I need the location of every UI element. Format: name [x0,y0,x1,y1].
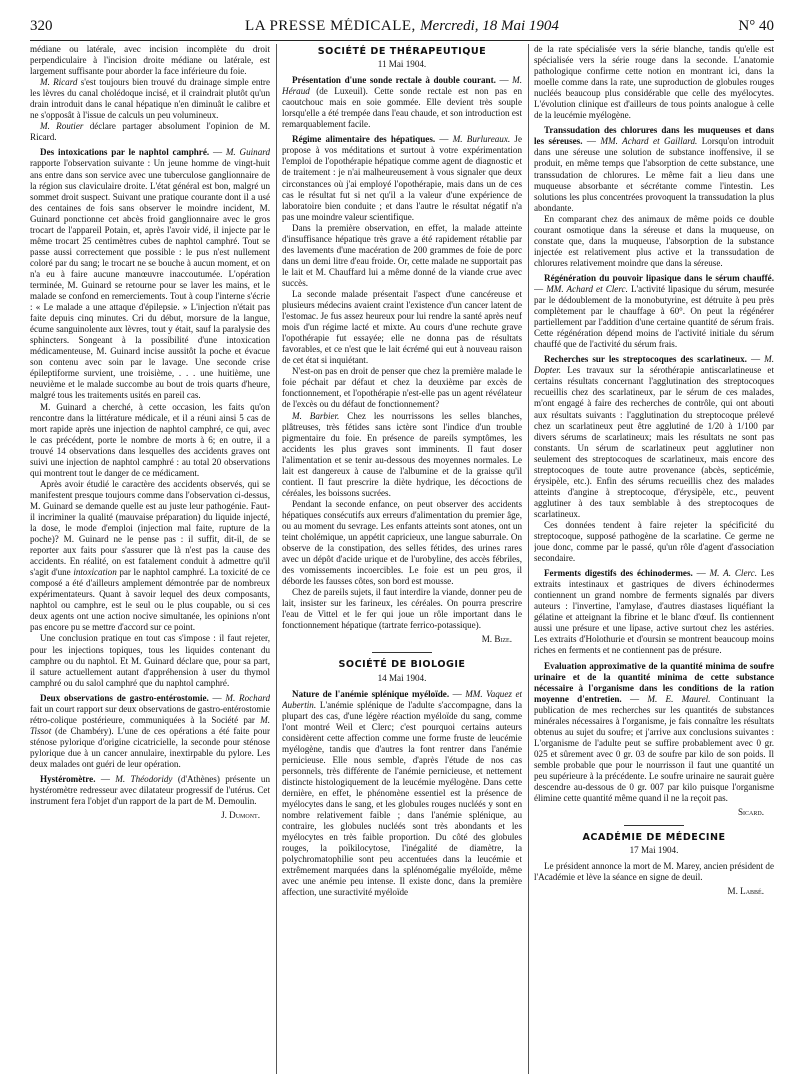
paragraph-text: Lorsqu'on introduit dans une séreuse une solution de substance inoffensive, il se produit, en même temps que l'absorption de cette substance, une transsudation de chlorures. Le même fait a lieu dans une muqueuse absorbante et sécrétante comme l'intestin. Les solutions les plus concentrées provoquent la transsudation la plus abondante. [534,136,774,213]
paragraph-text: Continuant la publication de mes recherches sur les quantités de substances minérales nécessaires à l'organisme, je fais connaître les résultats obtenus au sujet du soufre; et j'arrive aux conclusions suivantes : L'organisme de l'adulte peut se suffire probablement avec 0 gr. 025 et sûrement avec 0 gr. 03 de soufre par kilo de son poids. Il semble probable que pour le nourrisson il faut une quantité un peu supérieure à la précédente. Le soufre urinaire ne saurait guère descendre au-dessous de 0 gr. 007 par kilo puisque l'organisme élimine cette quantité même quand il ne la reçoit pas. [534,693,774,804]
speaker-name: M. Dopter. [534,354,774,376]
article-title: Ferments digestifs des échinodermes. [544,568,693,579]
signature: Sicard. [738,807,764,818]
signature: M. Labbé. [727,886,764,897]
speaker-name: M. A. Clerc. [709,568,758,579]
section-title: SOCIÉTÉ DE BIOLOGIE [338,659,466,671]
paragraph: M. Guinard a cherché, à cette occasion, les faits qu'on rencontre dans la littérature médicale, et il a réuni ainsi 5 cas de mort rapide après une injection de naphtol camphré, ce qui, avec le cas précédent, porte le nombre de morts à 6; en outre, il a trouvé 14 observations dans lesquelles des accidents graves ont suivi une injection de naphtol camphré : au total 20 observations qui montrent tout le danger de ce médicament. [30,401,270,478]
speaker-name: M. E. Maurel. [647,693,711,704]
article: Transsudation des chlorures dans les muqueuses et dans les séreuses. — MM. Achard et Gaillard. Lorsqu'on introduit dans une séreuse une solution de substance inoffensive, il se produit, en même temps que l'absorption de cette substance, une transsudation de chlorures. Le même fait a lieu dans une muqueuse absorbante et sécrétante comme l'intestin. Les solutions les plus concentrées provoquent la transsudation la plus abondante. [534,125,774,213]
article-title: Evaluation approximative de la quantité minima de soufre urinaire et de la quantité minima de cette substance nécessaire à l'organisme dans les conditions de la ration moyenne d'entretien. [534,660,774,704]
signature: J. Dumont. [221,810,260,821]
paragraph: Chez de pareils sujets, il faut interdire la viande, donner peu de lait, insister sur les farineux, les céréales. On pourra prescrire l'eau de Vittel et le fer qui joue un rôle important dans le fonctionnement hépatique (tartrate ferrico-potassique). [282,587,522,631]
speaker-name: M. Théodoridy [115,774,173,785]
section-title: ACADÉMIE DE MÉDECINE [582,832,726,844]
paragraph: En comparant chez des animaux de même poids ce double courant osmotique dans la séreuse et dans la muqueuse, on constate que, dans la muqueuse, l'absorption de la substance injectée est relativement plus active et la transsudation de chlorures relativement moindre que dans la séreuse. [534,213,774,268]
paragraph-text: L'anémie splénique de l'adulte s'accompagne, dans la plupart des cas, d'une légère réaction myéloïde du sang, comme l'ont montré Weil et Clerc; c'est pourquoi certains auteurs considèrent cette affection comme une forme fruste de leucémie myélogène, tandis que d'autres la font rentrer dans l'anémie pernicieuse. Elle nous semble, d'après l'étude de nos cas personnels, très différente de l'anémie pernicieuse, et nettement distincte histologiquement de la leucémie myélogène. Dans cette dernière, en effet, le phénomène essentiel est la présence de myélocytes dans le sang, et les globules rouges nucléés y sont en nombre relativement faible ; dans l'anémie splénique, au contraire, les globules nucléés sont très abondants et les myélocytes en très faible proportion. Du côté des globules rouges, la poïkilocytose, l'inégalité de diamètre, la polychromatophilie sont peu accentuées dans la leucémie et extrêmement marquées dans la splénomégalie myéloïde, même avec une anémie peu intense. Il existe donc, dans la première affection, une suractivité myéloïde [282,699,522,898]
paragraph: La seconde malade présentait l'aspect d'une cancéreuse et plusieurs médecins avaient craint l'existence d'un cancer latent de l'estomac. Je fus assez heureux pour lui rendre la santé après neuf mois d'un régime lacté et mixte. Au cours d'une rechute grave l'opothérapie fut essayée; elle ne donna pas de résultats favorables, et ce n'est que le lait écrémé qui eut à nouveau raison de cet état si inquiétant. [282,288,522,366]
paragraph-text: (d'Athènes) présente un hystéromètre redresseur avec dilatateur progressif de l'utérus. Cet instrument fera l'objet d'un rapport de la part de M. Demoulin. [30,774,270,807]
column-left [30,44,270,1074]
paragraph [30,121,270,143]
section-divider [624,825,684,826]
paragraph: de la rate spécialisée vers la série blanche, tandis qu'elle est spécialisée vers la série rouge dans la seconde. L'anatomie pathologique confirme cette notion en montrant ici, dans la moelle comme dans la rate, une suproduction de globules rouges nucléés beaucoup plus considérable que celle des myélocytes. L'évolution clinique est d'ailleurs de tous points analogue à celle de la leucémie myélogène. [534,44,774,121]
speaker-name: M. Ricard [40,77,78,88]
article-title: Recherches sur les streptocoques des scarlatineux. [544,354,747,365]
speaker-name: MM. Vaquez et Aubertin. [282,688,522,710]
paragraph-text: Les travaux sur la sérothérapie antiscarlatineuse et certains résultats concernant l'agglutination des streptocoques recueillis chez des scarlatineux, par le sérum de ces malades, m'ont engagé à faire des recherches de contrôle, qui ont abouti aux résultats suivants : l'agglutination du streptocoque prélevé chez un scarlatineux peut être agglutiné de 1/20 à 1/100 par divers sérums de scarlatineux; mais les résultats ne sont pas constants. Un sérum de scarlatineux peut agglutiner non seulement des streptocoques de scarlatineux, mais encore des streptocoques de toute autre provenance (abcès, septicémie, érysipèle, etc.). Enfin des sérums recueillis chez des malades atteints d'angine à streptocoque, d'érysipèle, etc., peuvent agglutiner à des taux semblable à des streptocoques de scarlatineux. [534,365,774,519]
article: Des intoxications par le naphtol camphré. — M. Guinard rapporte l'observation suivante : Un jeune homme de vingt-huit ans entre dans son service avec une tuberculose ganglionnaire de la région sus claviculaire droite. L'état général est bon, malgré un sommet droit suspect. Suivant une pratique courante dont il a usé des centaines de fois sans observer le moindre incident, M. Guinard ponctionne cet abcès froid ganglionnaire avec le gros trocart de l'appareil Potain, et, après l'avoir vidé, il injecte par le même trocart 25 centimètres cubes de naphtol camphré. Tout se passe aussi correctement que possible : le pus n'est nullement coloré par du sang; le trocart ne se bouche à aucun moment, et on n'a eu à faire aucune manœuvre inaccoutumée. L'opération terminée, M. Guinard se retourne pour se laver les mains, et le malade se confond en remerciements. Tout à coup l'interne s'écrie : « Le malade a une attaque d'épilepsie. » L'injection n'était pas faite depuis cinq minutes. Cri du début, morsure de la langue, écume sanguinolente aux lèvres, tout y était, sauf la paralysie des sphincters. Songeant à la possibilité d'une intoxication médicamenteuse, M. Guinard incise aussitôt la poche et évacue son contenu avec soin par le lavage. Une seconde crise épileptiforme survient, une troisième, . . . une huitième, une neuvième et le malade succombe au bout de trois quarts d'heure, malgré tous les traitements usités en pareil cas. [30,147,270,401]
paragraph [30,77,270,121]
paragraph-text: Chez les nourrissons les selles blanches, plâtreuses, très fétides sans ictère sont l'indice d'un trouble pigmentaire du foie. En présence de pareils symptômes, les accidents les plus graves sont imminents. Il faut doser l'alimentation et se tenir au-dessous des moyennes normales. Le lait est dangereux à cause de l'albumine et de la graisse qu'il contient. Il faut prescrire la diète hydrique, les décoctions de céréales, les boissons sucrées. [282,410,522,498]
column-middle [282,44,522,1074]
paragraph-text: (de Chambéry). L'une de ces opérations a été faite pour sténose pylorique d'origine cicatricielle, la seconde pour sténose pylorique due à un cancer annulaire, inextirpable du pylore. Les deux malades ont guéri de leur opération. [30,725,270,769]
paragraph-text: s'est toujours bien trouvé du drainage simple entre les lèvres du canal cholédoque incisé, et il craindrait plutôt qu'un drain introduit dans le canal hépatique n'en diminuât le calibre et ne s'opposât à l'issue de calculs un peu volumineux. [30,77,270,121]
speaker-name: M. Burlureaux. [452,134,511,145]
page-number: 320 [30,18,53,34]
speaker-name: M. Héraud [282,75,522,97]
issue-date: Mercredi, 18 Mai 1904 [420,18,559,34]
paragraph-text: Les extraits intestinaux et gastriques de divers échinodermes contiennent un grand nombre de ferments signalés par divers auteurs : l'invertine, l'amylase, d'autres diastases liquéfiant la gélatine et atteignant la fibrine et le blanc d'œuf. Ils contiennent aussi une présure et une lipase, active surtout chez les astéries. Les extraits d'Holothurie et d'oursin se montrent beaucoup moins riches en ferments et ne contiennent pas de présure. [534,568,774,656]
paragraph: Ces données tendent à faire rejeter la spécificité du streptocoque, supposé pathogène de la scarlatine. Ce germe ne joue donc, comme par le passé, qu'un rôle d'agent d'association secondaire. [534,519,774,564]
article-title: Hystéromètre. [40,774,96,785]
section-date: 17 Mai 1904. [629,845,679,856]
article: Recherches sur les streptocoques des scarlatineux. — M. Dopter. Les travaux sur la sérothérapie antiscarlatineuse et certains résultats concernant l'agglutination des streptocoques recueillis chez des scarlatineux, par le sérum de ces malades, m'ont engagé à faire des recherches de contrôle, qui ont abouti aux résultats suivants : l'agglutination du streptocoque prélevé chez un scarlatineux peut être agglutiné de 1/20 à 1/100 par divers sérums de scarlatineux; mais les résultats ne sont pas constants. Un sérum de scarlatineux peut agglutiner non seulement des streptocoques de scarlatineux, mais encore des streptocoques de toute autre provenance (abcès, septicémie, érysipèle, etc.). Enfin des sérums recueillis chez des malades atteints d'angine à streptocoque, d'érysipèle, etc., peuvent agglutiner à des taux semblable à des streptocoques de scarlatineux. [534,354,774,519]
paragraph-text: par le naphtol camphré. La toxicité de ce composé a été d'ailleurs amplement démontrée par de nombreux expérimentateurs. Quant à savoir lequel des deux composants, naphtol ou camphre, est le seul ou le plus coupable, ou si ces deux agents ont une action nocive simultanée, les opinions n'ont pas encore pu se mettre d'accord sur ce point. [30,567,270,633]
paragraph-text: Je propose à vos méditations et surtout à votre expérimentation l'emploi de l'opothérapie hépatique comme agent de diagnostic et de traitement : je n'ai malheureusement à vous signaler que deux circonstances où j'ai employé l'opothérapie, mais dans un de ces cas le résultat fut si net qu'il a la valeur d'une expérience de laboratoire bien conduite ; et dans l'autre le résultat négatif n'a pas une moindre valeur scientifique. [282,134,522,222]
column-divider [276,44,277,1074]
section-date: 14 Mai 1904. [377,672,427,683]
article: Nature de l'anémie splénique myéloïde. — MM. Vaquez et Aubertin. L'anémie splénique de l'adulte s'accompagne, dans la plupart des cas, d'une légère réaction myéloïde du sang, comme l'ont montré Weil et Clerc; c'est pourquoi certains auteurs considèrent cette affection comme une forme fruste de leucémie myélogène, tandis que d'autres la font rentrer dans l'anémie pernicieuse. Elle nous semble, d'après l'étude de nos cas personnels, très différente de l'anémie pernicieuse, et nettement distincte histologiquement de la leucémie myélogène. Dans cette dernière, en effet, le phénomène essentiel est la présence de myélocytes dans le sang, et les globules rouges nucléés y sont en nombre relativement faible ; dans l'anémie splénique, au contraire, les globules nucléés sont très abondants et les myélocytes en très faible proportion. Du côté des globules rouges, la poïkilocytose, l'inégalité de diamètre, la polychromatophilie sont peu accentuées dans la leucémie et extrêmement marquées dans la splénomégalie myéloïde, même avec une anémie peu intense. Il existe donc, dans la première affection, une suractivité myéloïde [282,688,522,898]
paragraph: médiane ou latérale, avec incision incomplète du droit perpendiculaire à l'incision droite médiane ou latérale, est largement suffisante pour aborder la face inférieure du foie. [30,44,270,77]
article-title: Régénération du pouvoir lipasique dans le sérum chauffé. [544,272,774,283]
issue-number: N° 40 [738,18,774,34]
paragraph: Pendant la seconde enfance, on peut observer des accidents hépatiques consécutifs aux erreurs d'alimentation du premier âge, ou au moment du sevrage. Les enfants atteints sont atones, ont un teint cholémique, un appétit capricieux, une langue saburrale. On observe de la constipation, des selles fétides, des urines rares avec un dépôt d'acide urique et de l'urobyline, des accès fébriles, des vomissements incoercibles. Le foie est un peu gros, il déborde les fausses côtes, son bord est mousse. [282,498,522,587]
paragraph [282,411,522,499]
article: Régime alimentaire des hépatiques. — M. Burlureaux. Je propose à vos méditations et surtout à votre expérimentation l'emploi de l'opothérapie hépatique comme agent de diagnostic et de traitement : je n'ai malheureusement à vous signaler que deux circonstances où j'ai employé l'opothérapie, mais dans un de ces cas le résultat fut si net qu'il a la valeur d'une expérience de laboratoire bien conduite ; et dans l'autre le résultat négatif n'a pas une moindre valeur scientifique. [282,134,522,222]
signature: M. Bize. [481,634,512,645]
article: Evaluation approximative de la quantité minima de soufre urinaire et de la quantité minima de cette substance nécessaire à l'organisme dans les conditions de la ration moyenne d'entretien. — M. E. Maurel. Continuant la publication de mes recherches sur les quantités de substances minérales nécessaires à l'organisme, je fais connaître les résultats obtenus au sujet du soufre; et j'arrive aux conclusions suivantes : L'organisme de l'adulte peut se suffire probablement avec 0 gr. 025 et sûrement avec 0 gr. 03 de soufre par kilo de son poids. Il semble probable que pour le nourrisson il faut une quantité un peu supérieure à la précédente. Le soufre urinaire ne saurait guère descendre au-dessous de 0 gr. 007 par kilo puisque l'organisme élimine cette quantité même quand il ne la reçoit pas. [534,660,774,804]
emphasis: intoxication [73,567,117,578]
speaker-name: M. Routier [40,121,84,132]
paragraph-text: (de Luxeuil). Cette sonde rectale est non pas en caoutchouc mais en soie gommée. Elle devient très souple lorsqu'elle a été trempée dans l'eau chaude, et son introduction est remarquablement facile. [282,86,522,130]
journal-title [30,18,774,35]
paragraph-text: déclare partager absolument l'opinion de M. Ricard. [30,121,270,143]
article-title: Présentation d'une sonde rectale à double courant. [292,75,496,86]
paragraph-text: fait un court rapport sur deux observations de gastro-entérostomie rétro-colique postérieure, communiquées à la Société par [30,703,270,725]
article-title: Deux observations de gastro-entérostomie. [40,692,209,703]
article-title: Nature de l'anémie splénique myéloïde. [292,688,450,699]
paragraph [30,479,270,634]
speaker-name: M. Tissot [30,714,270,736]
paragraph-text: L'activité lipasique du sérum, mesurée par le dédoublement de la monobutyrine, est détruite à peu près complètement par le chauffage à 60°. On peut la régénérer partiellement par l'addition d'une certaine quantité de sérum frais. Cette régénération dépend moins de l'activité initiale du sérum chauffé que de l'activité du sérum frais. [534,283,774,350]
speaker-name: MM. Achard et Gaillard. [600,136,698,147]
speaker-name: MM. Achard et Clerc. [546,283,628,294]
speaker-name: M. Rochard [225,692,270,703]
article-title: Régime alimentaire des hépatiques. [292,134,436,145]
article: Hystéromètre. — M. Théodoridy (d'Athènes) présente un hystéromètre redresseur avec dilatateur progressif de l'utérus. Cet instrument fera l'objet d'un rapport de la part de M. Demoulin. [30,774,270,807]
paragraph: Dans la première observation, en effet, la malade atteinte d'insuffisance hépatique très grave a été rapidement rétablie par des lavements d'une macération de 200 grammes de foie de porc dans un demi litre d'eau froide. Or, cette malade ne supportait pas le lait et M. Chauffard lui a même donné de la viande crue avec succès. [282,222,522,288]
speaker-name: M. Guinard [225,147,270,158]
paragraph-text: rapporte l'observation suivante : Un jeune homme de vingt-huit ans entre dans son service avec une tuberculose ganglionnaire de la région sus claviculaire droite. L'état général est bon, malgré un sommet droit suspect. Suivant une pratique courante dont il a usé des centaines de fois sans observer le moindre incident, M. Guinard ponctionne cet abcès froid ganglionnaire avec le gros trocart de l'appareil Potain, et, après l'avoir vidé, il injecte par le même trocart 25 centimètres cubes de naphtol camphré. Tout se passe aussi correctement que possible : le pus n'est nullement coloré par du sang; le trocart ne se bouche à aucun moment, et on n'a eu à faire aucune manœuvre inaccoutumée. L'opération terminée, M. Guinard se retourne pour se laver les mains, et le malade se confond en remerciements. Tout à coup l'interne s'écrie : « Le malade a une attaque d'épilepsie. » L'injection n'était pas faite depuis cinq minutes. Cri du début, morsure de la langue, écume sanguinolente aux lèvres, tout y était, sauf la paralysie des sphincters. Songeant à la possibilité d'une intoxication médicamenteuse, M. Guinard incise aussitôt la poche et évacue son contenu avec soin par le lavage. Une seconde crise épileptiforme survient, une troisième, . . . une huitième, une neuvième et le malade succombe au bout de trois quarts d'heure, malgré tous les traitements usités en pareil cas. [30,158,270,401]
speaker-name: M. Barbier. [292,410,340,421]
paragraph: Le président annonce la mort de M. Marey, ancien président de l'Académie et lève la séance en signe de deuil. [534,861,774,883]
article-title: Transsudation des chlorures dans les muqueuses et dans les séreuses. [534,125,774,147]
page-header [30,18,774,41]
article: Deux observations de gastro-entérostomie. — M. Rochard fait un court rapport sur deux observations de gastro-entérostomie rétro-colique postérieure, communiquées à la Société par M. Tissot (de Chambéry). L'une de ces opérations a été faite pour sténose pylorique d'origine cicatricielle, la seconde pour sténose pylorique due à un cancer annulaire, inextirpable du pylore. Les deux malades ont guéri de leur opération. [30,692,270,769]
article: Régénération du pouvoir lipasique dans le sérum chauffé. — MM. Achard et Clerc. L'activité lipasique du sérum, mesurée par le dédoublement de la monobutyrine, est détruite à peu près complètement par le chauffage à 60°. On peut la régénérer partiellement par l'addition d'une certaine quantité de sérum frais. Cette régénération dépend moins de l'activité initiale du sérum chauffé que de l'activité du sérum frais. [534,272,774,350]
article: Ferments digestifs des échinodermes. — M. A. Clerc. Les extraits intestinaux et gastriques de divers échinodermes contiennent un grand nombre de ferments signalés par divers auteurs : l'invertine, l'amylase, d'autres diastases liquéfiant la gélatine et atteignant la fibrine et le blanc d'œuf. Ils contiennent aussi une présure et une lipase, active surtout chez les astéries. Les extraits d'Holothurie et d'oursin se montrent beaucoup moins riches en ferments et ne contiennent pas de présure. [534,568,774,656]
paragraph: Une conclusion pratique en tout cas s'impose : il faut rejeter, pour les injections topiques, tous les liquides contenant du camphre ou du naphtol. Et M. Guinard déclare que, pour sa part, il sature actuellement autant d'appréhension à user du thymol camphré ou du salol camphré que du naphtol camphré. [30,633,270,688]
paragraph: N'est-on pas en droit de penser que chez la première malade le foie péchait par défaut et chez la deuxième par excès de fonctionnement, et l'opothérapie n'est-elle pas un agent révélateur de l'excès ou du défaut de fonctionnement? [282,366,522,410]
column-right [534,44,774,1074]
journal-page [30,18,774,1074]
article: Présentation d'une sonde rectale à double courant. — M. Héraud (de Luxeuil). Cette sonde rectale est non pas en caoutchouc mais en soie gommée. Elle devient très souple lorsqu'elle a été trempée dans l'eau chaude, et son introduction est remarquablement facile. [282,75,522,130]
article-title: Des intoxications par le naphtol camphré. [40,147,210,158]
column-divider [528,44,529,1074]
journal-name: LA PRESSE MÉDICALE, [245,18,416,34]
paragraph-text: Après avoir étudié le caractère des accidents observés, qui se manifestent presque toujours comme dans l'observation ci-dessus, M. Guinard se demande quelle est au juste leur pathogénie. Faut-il incriminer la qualité (mauvaise préparation) du liquide injecté, la dose, le mode d'emploi (injection mal faite, rupture de la poche)? M. Guinard ne le pense pas : il suffit, dit-il, de se reporter aux faits pour s'assurer que là n'est pas la cause des accidents. En réalité, on est fatalement conduit à admettre qu'il s'agit d'une [30,478,270,578]
columns [30,44,774,1074]
section-date: 11 Mai 1904. [377,59,427,70]
section-divider [372,652,432,653]
section-title: SOCIÉTÉ DE THÉRAPEUTIQUE [317,46,487,57]
